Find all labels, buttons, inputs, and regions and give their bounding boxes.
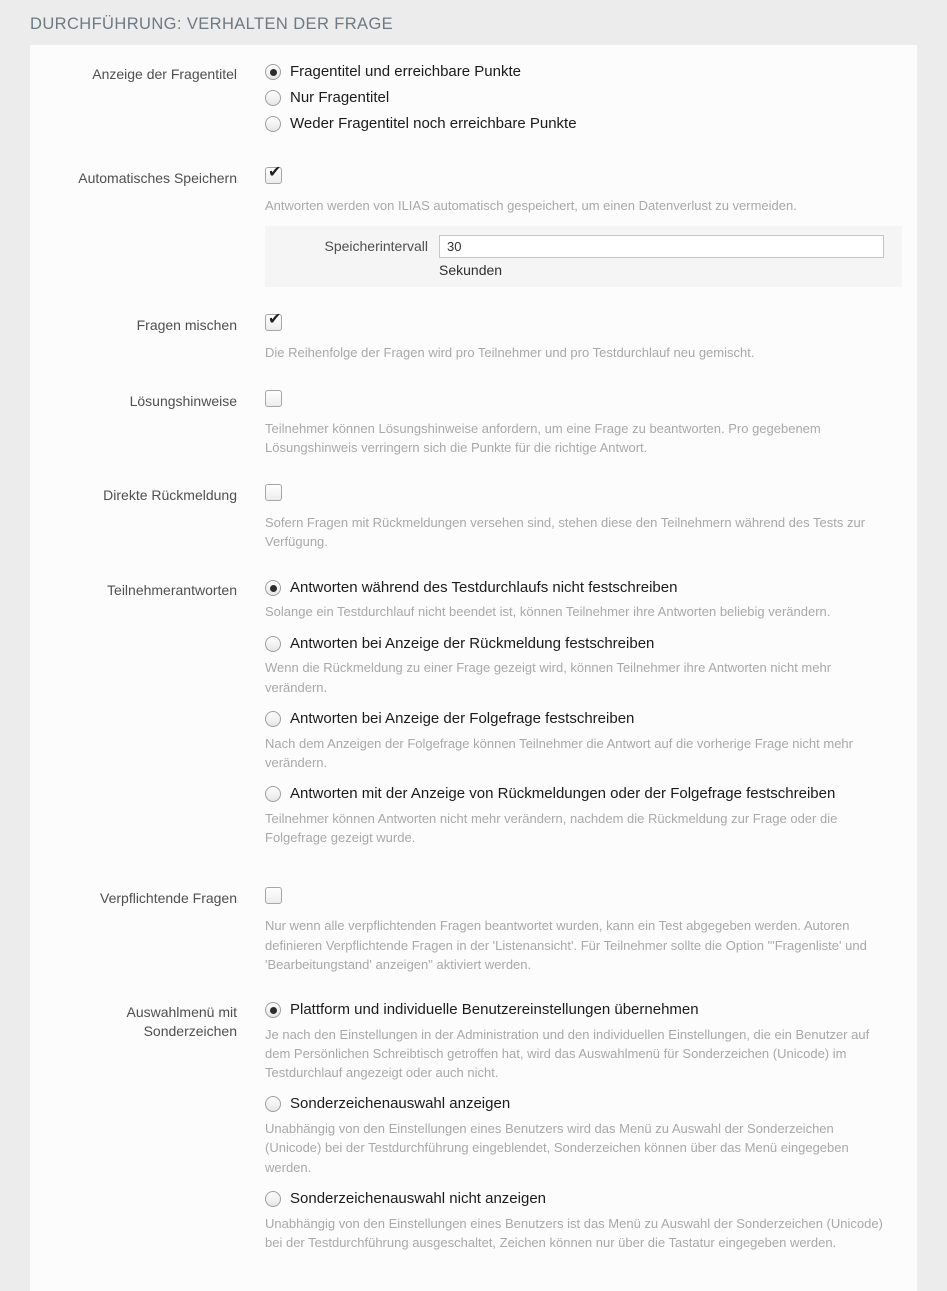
check-icon: ✔ bbox=[268, 311, 282, 329]
field-description: Teilnehmer können Lösungshinweise anfordern, um eine Frage zu beantworten. Pro gegebenem Lösungshinweis verringern sich die Punkte für die richtige Antwort. bbox=[265, 420, 821, 455]
radio-option-line bbox=[265, 579, 902, 598]
radio-option-line bbox=[265, 63, 902, 82]
radio-option-description: Unabhängig von den Einstellungen eines Benutzers wird das Menü zu Auswahl der Sonderzeichen (Unicode) bei der Testdurchführung eingeblendet, Sonderzeichen können über das Menü eingegeben werden. bbox=[265, 1121, 849, 1175]
radio-option-label: Antworten bei Anzeige der Rückmeldung festschreiben bbox=[290, 634, 655, 652]
field-control-loesungshinweise bbox=[265, 390, 902, 457]
field-label-anzeige-der-fragentitel: Anzeige der Fragentitel bbox=[92, 66, 237, 82]
auswahlmenue-mit-sonderzeichen-radio-2[interactable] bbox=[265, 1191, 281, 1207]
subfield-unit-label: Sekunden bbox=[439, 262, 503, 279]
form-field-anzeige-der-fragentitel bbox=[45, 63, 902, 140]
form-field-direkte-rueckmeldung bbox=[45, 484, 902, 551]
radio-option-label: Nur Fragentitel bbox=[290, 88, 390, 106]
radio-option bbox=[265, 1001, 902, 1082]
radio-option-description: Teilnehmer können Antworten nicht mehr verändern, nachdem die Rückmeldung zur Frage oder die Folgefrage gezeigt wurde. bbox=[265, 810, 838, 846]
auswahlmenue-mit-sonderzeichen-radio-1[interactable] bbox=[265, 1096, 281, 1112]
field-label-teilnehmerantworten: Teilnehmerantworten bbox=[107, 581, 237, 598]
form-field-auswahlmenue-mit-sonderzeichen bbox=[45, 1001, 902, 1265]
radio-option-line bbox=[265, 1190, 902, 1209]
field-description: Die Reihenfolge der Fragen wird pro Teilnehmer und pro Testdurchlauf neu gemischt. bbox=[265, 345, 755, 361]
field-control-auswahlmenue-mit-sonderzeichen bbox=[265, 1001, 902, 1265]
radio-option-label: Antworten während des Testdurchlaufs nicht festschreiben bbox=[290, 578, 678, 596]
field-label-automatisches-speichern: Automatisches Speichern bbox=[78, 170, 237, 187]
radio-option bbox=[265, 89, 902, 108]
field-description: Nur wenn alle verpflichtenden Fragen beantwortet wurden, kann ein Test abgegeben werden. Autoren definieren Verpflichtende Fragen in der 'Listenansicht'. Für Teilnehmer sollte die Option "'Fragenliste' und 'Bearbeitungstand' anzeigen" aktiviert werden. bbox=[265, 918, 867, 972]
radio-option-label: Sonderzeichenauswahl anzeigen bbox=[290, 1095, 511, 1113]
radio-option-label: Fragentitel und erreichbare Punkte bbox=[290, 63, 521, 80]
radio-option-description: Unabhängig von den Einstellungen eines Benutzers ist das Menü zu Auswahl der Sonderzeichen (Unicode) bei der Testdurchführung ausgeschaltet, Zeichen können nur über die Tastatur eingegeben werden. bbox=[265, 1215, 883, 1250]
teilnehmerantworten-radio-3[interactable] bbox=[265, 786, 281, 802]
anzeige-der-fragentitel-radio-0[interactable] bbox=[265, 64, 281, 80]
radio-option-label: Weder Fragentitel noch erreichbare Punkte bbox=[290, 114, 577, 132]
form-field-automatisches-speichern bbox=[45, 164, 902, 287]
radio-option-description: Wenn die Rückmeldung zu einer Frage gezeigt wird, können Teilnehmer ihre Antworten nicht mehr verändern. bbox=[265, 660, 832, 695]
teilnehmerantworten-radio-0[interactable] bbox=[265, 580, 281, 596]
teilnehmerantworten-radio-2[interactable] bbox=[265, 711, 281, 727]
teilnehmerantworten-radio-1[interactable] bbox=[265, 636, 281, 652]
field-label-verpflichtende-fragen: Verpflichtende Fragen bbox=[100, 890, 237, 907]
verpflichtende-fragen-checkbox[interactable] bbox=[265, 887, 282, 904]
speicherintervall-input[interactable] bbox=[439, 235, 884, 258]
field-control-anzeige-der-fragentitel bbox=[265, 63, 902, 140]
radio-option-line bbox=[265, 115, 902, 134]
radio-option-line bbox=[265, 785, 902, 804]
check-icon: ✔ bbox=[268, 164, 282, 182]
field-description: Sofern Fragen mit Rückmeldungen versehen sind, stehen diese den Teilnehmern während des Tests zur Verfügung. bbox=[265, 515, 866, 550]
field-control-direkte-rueckmeldung bbox=[265, 484, 902, 551]
section-title: DURCHFÜHRUNG: VERHALTEN DER FRAGE bbox=[30, 15, 394, 33]
form-field-fragen-mischen bbox=[45, 311, 902, 362]
form-field-teilnehmerantworten bbox=[45, 579, 902, 861]
field-control-teilnehmerantworten bbox=[265, 579, 902, 861]
radio-option bbox=[265, 1190, 902, 1252]
radio-option-label: Sonderzeichenauswahl nicht anzeigen bbox=[290, 1189, 547, 1207]
radio-option-line bbox=[265, 635, 902, 654]
fragen-mischen-checkbox[interactable] bbox=[265, 311, 282, 331]
subfield-label: Speicherintervall bbox=[324, 238, 428, 255]
radio-option bbox=[265, 785, 902, 847]
auswahlmenue-mit-sonderzeichen-radio-0[interactable] bbox=[265, 1002, 281, 1018]
direkte-rueckmeldung-checkbox[interactable] bbox=[265, 484, 282, 501]
automatisches-speichern-checkbox[interactable] bbox=[265, 164, 282, 184]
form-field-loesungshinweise bbox=[45, 390, 902, 457]
radio-option bbox=[265, 710, 902, 772]
radio-option-label: Plattform und individuelle Benutzereinstellungen übernehmen bbox=[290, 1001, 699, 1018]
field-control-fragen-mischen bbox=[265, 311, 902, 362]
form-field-verpflichtende-fragen bbox=[45, 887, 902, 974]
radio-option bbox=[265, 63, 902, 82]
radio-option-description: Solange ein Testdurchlauf nicht beendet ist, können Teilnehmer ihre Antworten beliebig verändern. bbox=[265, 604, 831, 620]
loesungshinweise-checkbox[interactable] bbox=[265, 390, 282, 407]
field-label-fragen-mischen: Fragen mischen bbox=[136, 317, 237, 334]
field-description: Antworten werden von ILIAS automatisch gespeichert, um einen Datenverlust zu vermeiden. bbox=[265, 198, 797, 214]
field-control-verpflichtende-fragen bbox=[265, 887, 902, 974]
radio-option-line bbox=[265, 1095, 902, 1114]
radio-option-label: Antworten mit der Anzeige von Rückmeldungen oder der Folgefrage festschreiben bbox=[290, 785, 836, 803]
subfield-speicherintervall bbox=[265, 226, 902, 287]
radio-option-line bbox=[265, 710, 902, 729]
anzeige-der-fragentitel-radio-1[interactable] bbox=[265, 90, 281, 106]
radio-option-line bbox=[265, 89, 902, 108]
field-label-loesungshinweise: Lösungshinweise bbox=[129, 392, 237, 409]
radio-option-description: Je nach den Einstellungen in der Administration und den individuellen Einstellungen, die ein Benutzer auf dem Persönlichen Schreibtisch getroffen hat, wird das Auswahlmenü für Sonderzeichen (Unicode) im Testdurchlauf angezeigt oder auch nicht. bbox=[265, 1026, 870, 1081]
radio-option bbox=[265, 1095, 902, 1176]
subfield-control bbox=[439, 235, 887, 278]
anzeige-der-fragentitel-radio-2[interactable] bbox=[265, 116, 281, 132]
radio-option-description: Nach dem Anzeigen der Folgefrage können Teilnehmer die Antwort auf die vorherige Frage nicht mehr verändern. bbox=[265, 735, 853, 770]
radio-option bbox=[265, 579, 902, 622]
radio-option-label: Antworten bei Anzeige der Folgefrage festschreiben bbox=[290, 709, 635, 727]
form-panel bbox=[30, 45, 917, 1291]
field-label-auswahlmenue-mit-sonderzeichen: Auswahlmenü mit Sonderzeichen bbox=[126, 1004, 237, 1039]
radio-option bbox=[265, 635, 902, 697]
field-label-direkte-rueckmeldung: Direkte Rückmeldung bbox=[103, 487, 237, 504]
field-control-automatisches-speichern bbox=[265, 164, 902, 287]
radio-option bbox=[265, 115, 902, 134]
radio-option-line bbox=[265, 1001, 902, 1020]
